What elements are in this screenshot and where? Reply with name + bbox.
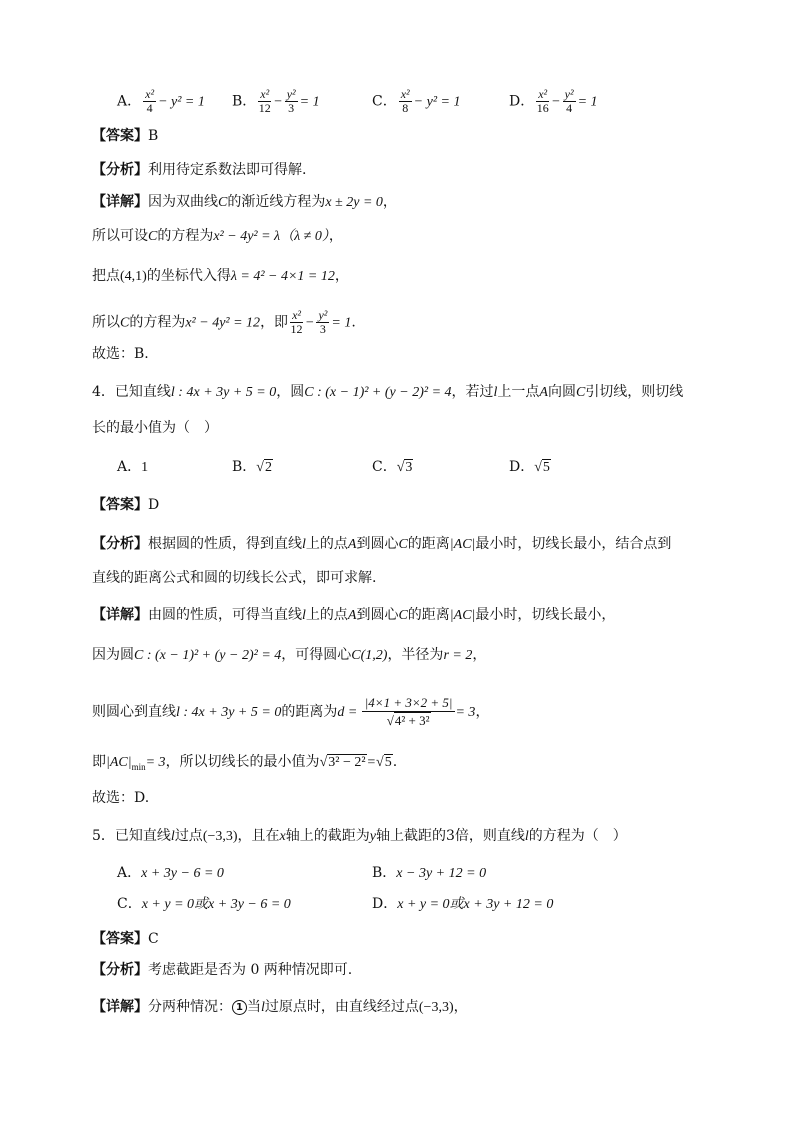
q3-option-a[interactable]: A． $\frac{\text{x²}}{4}$ − y² = 1 <box>117 87 205 115</box>
math-expr: (−3,3) <box>202 829 238 844</box>
q4-option-c[interactable]: C．√3 <box>372 459 413 475</box>
math-expr: x² − 4y² = λ（λ ≠ 0） <box>213 229 329 244</box>
text: ， <box>334 268 349 284</box>
q4-option-a[interactable]: A．1 <box>117 459 149 475</box>
q3-answer <box>92 126 158 146</box>
math-symbol: C <box>148 229 158 244</box>
q4-analysis-line-1: 【分析】根据圆的性质，得到直线l上的点A到圆心C的距离|AC|最小时，切线长最小，结合点到 <box>92 536 672 552</box>
analysis-tag: 【分析】 <box>92 536 148 552</box>
answer-tag: 【答案】 <box>92 497 148 513</box>
distance-fraction: $\frac{|4\times 1 + 3\times 2 + 5|}{\text{√4² + 3²}}$ <box>362 695 456 730</box>
q5-option-a[interactable]: A．x + 3y − 6 = 0 <box>117 865 224 881</box>
answer-tag: 【答案】 <box>92 931 148 947</box>
math-symbol: A <box>539 385 548 400</box>
sqrt-expr: √3² − 2² <box>319 755 366 770</box>
math-symbol: C <box>575 385 586 400</box>
q3-option-b[interactable]: B． $\frac{\text{x²}}{12}$ − $\frac{\text{y²}}{3}$ = 1 <box>232 87 320 115</box>
q3-conclusion <box>92 344 149 364</box>
text: 直线的距离公式和圆的切线长公式，即可求解. <box>92 570 377 586</box>
circled-one-icon: 1 <box>232 1000 247 1015</box>
q4-stem-line-1 <box>92 382 683 402</box>
text: 上一点 <box>497 384 540 400</box>
text: 把点 <box>92 268 120 284</box>
q4-detail-line-4: 即$|AC|_{min}= 3$，所以切线长的最小值为√3² − 2²=√5. <box>92 754 398 772</box>
question-number: 4．已知直线 <box>92 384 171 400</box>
q4-option-d[interactable]: D．√5 <box>509 459 550 475</box>
math-expr: C(1,2) <box>351 648 388 663</box>
text: 所以 <box>92 314 120 331</box>
q5-analysis <box>92 960 352 980</box>
text: 的坐标代入得 <box>146 268 231 284</box>
q4-stem-line-2 <box>92 418 218 438</box>
q3-option-d[interactable]: D． $\frac{\text{x²}}{16}$ − $\frac{\text{y²}}{4}$ = 1 <box>509 87 598 115</box>
q4-option-b[interactable]: B．√2 <box>232 459 272 475</box>
q3-detail-line-4: 所以C的方程为x² − 4y² = 12，即 $\frac{\text{x²}}{12}$ − $\frac{\text{y²}}{3}$ = 1. <box>92 308 356 336</box>
q3-detail-line-2 <box>92 226 343 246</box>
text: 的渐近线方程为 <box>227 194 326 210</box>
math-expr: l : 4x + 3y + 5 = 0 <box>170 385 277 400</box>
q5-option-d[interactable]: D．x + y = 0或x + 3y + 12 = 0 <box>372 896 554 912</box>
conclusion-text: 故选：D. <box>92 790 150 806</box>
math-symbol: C <box>218 195 228 210</box>
text: 引切线，则切线 <box>585 384 684 400</box>
math-expr: (−3,3) <box>418 1000 454 1015</box>
q3-detail-line-1 <box>92 192 397 212</box>
answer-value: C <box>148 931 159 947</box>
analysis-text: 利用待定系数法即可得解. <box>148 162 307 178</box>
q4-analysis-line-2 <box>92 568 376 588</box>
text: 的方程为 <box>157 228 214 244</box>
q3-detail-line-3 <box>92 266 349 286</box>
text: ，若过 <box>451 384 494 400</box>
text: 长的最小值为（ ） <box>92 420 218 436</box>
detail-tag: 【详解】 <box>92 999 148 1015</box>
conclusion-text: 故选：B. <box>92 346 149 362</box>
text: ，圆 <box>276 384 305 400</box>
analysis-text: 考虑截距是否为 0 两种情况即可. <box>148 962 353 978</box>
q5-option-b[interactable]: B．x − 3y + 12 = 0 <box>372 865 487 881</box>
text: 的方程为 <box>129 314 186 331</box>
q4-answer <box>92 495 159 515</box>
math-expr: l : 4x + 3y + 5 = 0 <box>176 705 282 720</box>
question-number: 5．已知直线 <box>92 828 171 844</box>
detail-tag: 【详解】 <box>92 607 148 623</box>
math-expr: |AC| <box>106 755 132 770</box>
text: ， <box>382 194 397 210</box>
detail-tag: 【详解】 <box>92 194 148 210</box>
answer-tag: 【答案】 <box>92 128 148 144</box>
answer-value: D <box>148 497 160 513</box>
math-expr: λ = 4² − 4×1 = 12 <box>230 269 335 284</box>
q3-analysis <box>92 160 306 180</box>
math-expr: r = 2 <box>443 648 473 663</box>
analysis-tag: 【分析】 <box>92 962 148 978</box>
math-expr: C : (x − 1)² + (y − 2)² = 4 <box>134 648 282 663</box>
answer-value: B <box>148 128 159 144</box>
fraction: $\frac{\text{y²}}{3}$ <box>318 308 328 336</box>
fraction: $\frac{\text{x²}}{12}$ <box>290 308 303 336</box>
math-expr: x² − 4y² = 12 <box>185 315 261 331</box>
math-expr: C : (x − 1)² + (y − 2)² = 4 <box>304 385 452 400</box>
math-expr: (4,1) <box>120 269 147 284</box>
q5-detail: 【详解】分两种情况： 1 当l过原点时，由直线经过点(−3,3)， <box>92 999 468 1015</box>
text: 所以可设 <box>92 228 148 244</box>
math-symbol: C <box>120 315 130 331</box>
q4-detail-line-1: 【详解】由圆的性质，可得当直线l上的点A到圆心C的距离|AC|最小时，切线长最小， <box>92 607 616 623</box>
q5-option-c[interactable]: C．x + y = 0或x + 3y − 6 = 0 <box>117 896 291 912</box>
q5-stem: 5．已知直线l过点(−3,3)，且在x轴上的截距为y轴上截距的3倍，则直线l的方程为（ ） <box>92 828 627 844</box>
math-expr: x ± 2y = 0 <box>325 195 383 210</box>
analysis-tag: 【分析】 <box>92 162 148 178</box>
text: ， <box>328 228 343 244</box>
q5-answer <box>92 929 159 949</box>
q4-detail-line-2: 因为圆C : (x − 1)² + (y − 2)² = 4，可得圆心C(1,2)，半径为r = 2， <box>92 647 487 663</box>
q4-detail-line-3: 则圆心到直线l : 4x + 3y + 5 = 0的距离为d = $\frac{|4\times 1 + 3\times 2 + 5|}{\text{√4² + 3²}}$ = 3， <box>92 694 490 728</box>
text: ，即 <box>260 314 289 331</box>
text: 向圆 <box>547 384 576 400</box>
math-symbol: l <box>493 385 498 400</box>
text: 因为双曲线 <box>148 194 218 210</box>
q3-option-c[interactable]: C． $\frac{\text{x²}}{8}$ − y² = 1 <box>372 87 461 115</box>
q4-conclusion <box>92 788 149 808</box>
